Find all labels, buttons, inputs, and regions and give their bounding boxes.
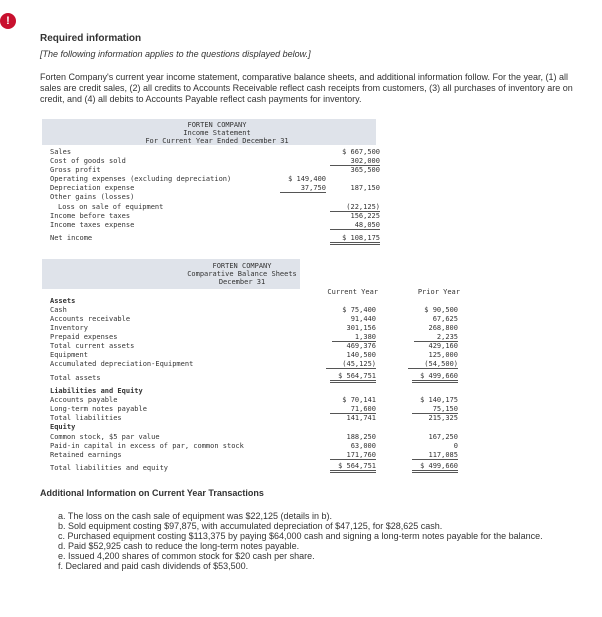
pri-ap: $ 140,175 bbox=[420, 396, 458, 404]
cur-total-le: $ 564,751 bbox=[330, 462, 376, 473]
pri-accdep: (54,500) bbox=[408, 360, 458, 369]
cur-total-liabilities: 141,741 bbox=[346, 414, 376, 422]
value-gross: 365,500 bbox=[350, 166, 380, 174]
value-loss: (22,125) bbox=[330, 203, 380, 212]
label-ni: Net income bbox=[50, 234, 93, 242]
label-retained-earnings: Retained earnings bbox=[50, 451, 122, 459]
cur-ar: 91,440 bbox=[350, 315, 376, 323]
income-period: For Current Year Ended December 31 bbox=[145, 137, 289, 145]
label-tca: Total current assets bbox=[50, 342, 135, 350]
value-tax: 48,050 bbox=[330, 221, 380, 230]
pri-ltnp: 75,150 bbox=[412, 405, 458, 414]
assets-heading: Assets bbox=[50, 297, 76, 305]
label-ibt: Income before taxes bbox=[50, 212, 131, 220]
cur-apic: 63,000 bbox=[350, 442, 376, 450]
sub-opex: $ 149,400 bbox=[288, 175, 326, 183]
pri-prepaid: 2,235 bbox=[414, 333, 458, 342]
balance-title: Comparative Balance Sheets bbox=[187, 270, 297, 278]
value-ni: $ 108,175 bbox=[330, 234, 380, 245]
liabilities-equity-heading: Liabilities and Equity bbox=[50, 387, 143, 395]
list-item: a. The loss on the cash sale of equipment was $22,125 (details in b). bbox=[58, 511, 332, 521]
income-company: FORTEN COMPANY bbox=[187, 121, 247, 129]
cur-prepaid: 1,380 bbox=[332, 333, 376, 342]
label-gross: Gross profit bbox=[50, 166, 101, 174]
alert-icon: ! bbox=[0, 13, 16, 29]
cur-accdep: (45,125) bbox=[326, 360, 376, 369]
income-statement-title: Income Statement bbox=[183, 129, 251, 137]
pri-tca: 429,160 bbox=[428, 342, 458, 350]
label-sales: Sales bbox=[50, 148, 72, 156]
label-total-assets: Total assets bbox=[50, 374, 101, 382]
label-other: Other gains (losses) bbox=[50, 193, 135, 201]
cur-ltnp: 71,600 bbox=[330, 405, 376, 414]
pri-inventory: 268,800 bbox=[428, 324, 458, 332]
balance-date: December 31 bbox=[218, 278, 266, 286]
value-ibt: 156,225 bbox=[350, 212, 380, 220]
label-tax: Income taxes expense bbox=[50, 221, 135, 229]
pri-common-stock: 167,250 bbox=[428, 433, 458, 441]
additional-info-title: Additional Information on Current Year Transactions bbox=[40, 488, 264, 498]
cur-tca: 469,376 bbox=[346, 342, 376, 350]
pri-cash: $ 90,500 bbox=[424, 306, 458, 314]
label-loss: Loss on sale of equipment bbox=[58, 203, 164, 211]
list-item: c. Purchased equipment costing $113,375 by paying $64,000 cash and signing a long-term notes payable for the balance. bbox=[58, 531, 543, 541]
instruction-note: [The following information applies to the questions displayed below.] bbox=[40, 49, 311, 59]
pri-ar: 67,625 bbox=[432, 315, 458, 323]
additional-info-list bbox=[58, 511, 578, 571]
pri-total-le: $ 499,660 bbox=[412, 462, 458, 473]
pri-equipment: 125,000 bbox=[428, 351, 458, 359]
label-total-liabilities: Total liabilities bbox=[50, 414, 122, 422]
label-dep: Depreciation expense bbox=[50, 184, 135, 192]
list-item: b. Sold equipment costing $97,875, with accumulated depreciation of $47,125, for $28,625 cash. bbox=[58, 521, 443, 531]
label-ltnp: Long-term notes payable bbox=[50, 405, 147, 413]
label-prepaid: Prepaid expenses bbox=[50, 333, 118, 341]
pri-retained-earnings: 117,085 bbox=[412, 451, 458, 460]
sub-dep: 37,750 bbox=[280, 184, 326, 193]
col-current-year: Current Year bbox=[327, 288, 378, 296]
cur-equipment: 140,500 bbox=[346, 351, 376, 359]
intro-paragraph: Forten Company's current year income statement, comparative balance sheets, and additional information follow. For the year, (1) all sales are credit sales, (2) all credits to Accounts Receivable reflect cash receipts from customers, (3) all purchases of inventory are on credit, and (4) all debits to Accounts Payable reflect cash payments for inventory. bbox=[40, 72, 573, 104]
pri-total-liabilities: 215,325 bbox=[428, 414, 458, 422]
label-cash: Cash bbox=[50, 306, 67, 314]
label-equipment: Equipment bbox=[50, 351, 88, 359]
label-inventory: Inventory bbox=[50, 324, 88, 332]
list-item: e. Issued 4,200 shares of common stock for $20 cash per share. bbox=[58, 551, 315, 561]
value-cogs: 302,000 bbox=[330, 157, 380, 166]
label-cogs: Cost of goods sold bbox=[50, 157, 126, 165]
value-dep: 187,150 bbox=[350, 184, 380, 192]
label-ap: Accounts payable bbox=[50, 396, 118, 404]
page-title: Required information bbox=[40, 33, 142, 44]
cur-inventory: 301,156 bbox=[346, 324, 376, 332]
label-ar: Accounts receivable bbox=[50, 315, 131, 323]
cur-common-stock: 188,250 bbox=[346, 433, 376, 441]
equity-heading: Equity bbox=[50, 423, 76, 431]
cur-total-assets: $ 564,751 bbox=[330, 372, 376, 383]
value-sales: $ 667,500 bbox=[342, 148, 380, 156]
label-common-stock: Common stock, $5 par value bbox=[50, 433, 160, 441]
pri-apic: 0 bbox=[453, 442, 458, 450]
label-total-le: Total liabilities and equity bbox=[50, 464, 169, 472]
col-prior-year: Prior Year bbox=[417, 288, 460, 296]
label-apic: Paid-in capital in excess of par, common stock bbox=[50, 442, 244, 450]
list-item: d. Paid $52,925 cash to reduce the long-term notes payable. bbox=[58, 541, 300, 551]
cur-retained-earnings: 171,760 bbox=[330, 451, 376, 460]
cur-cash: $ 75,400 bbox=[342, 306, 376, 314]
cur-ap: $ 70,141 bbox=[342, 396, 376, 404]
list-item: f. Declared and paid cash dividends of $53,500. bbox=[58, 561, 249, 571]
pri-total-assets: $ 499,660 bbox=[412, 372, 458, 383]
label-accdep: Accumulated depreciation-Equipment bbox=[50, 360, 194, 368]
label-opex: Operating expenses (excluding depreciation) bbox=[50, 175, 232, 183]
balance-company: FORTEN COMPANY bbox=[212, 262, 272, 270]
